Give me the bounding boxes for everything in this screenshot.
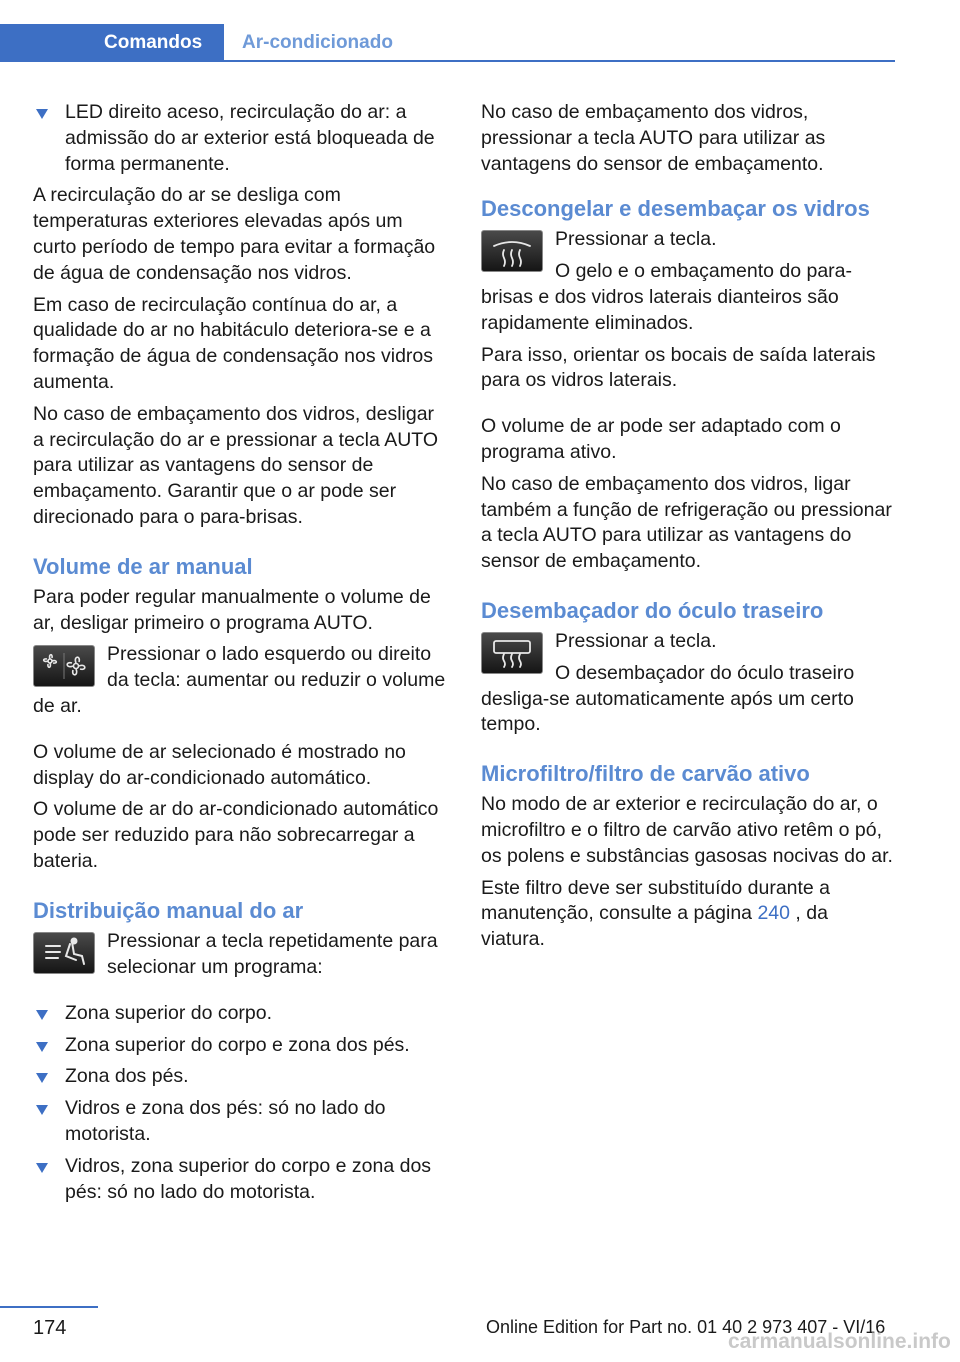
paragraph-text: , da viatura.: [481, 902, 828, 951]
right-column: [481, 100, 893, 959]
heading-distribution: Distribuição manual do ar: [33, 897, 304, 923]
heading-filter: Microfiltro/filtro de carvão ativo: [481, 761, 810, 787]
triangle-bullet-icon: [36, 1163, 48, 1173]
air-distribution-button-icon: [33, 932, 95, 974]
paragraph: [481, 876, 893, 953]
windshield-defrost-button-icon: [481, 230, 543, 272]
header-rule: [0, 60, 895, 62]
paragraph: Para isso, orientar os bocais de saída laterais para os vidros laterais.: [481, 343, 876, 392]
paragraph-text: Este filtro deve ser substituído durante a manutenção, consulte a página: [481, 876, 831, 925]
icon-instruction: [33, 642, 448, 719]
list-item-text: Zona superior do corpo.: [65, 1001, 273, 1024]
paragraph: Em caso de recirculação contínua do ar, a qualidade do ar no habitáculo deteriora-se e a formação de água de condensação nos vidros aumenta.: [33, 293, 434, 393]
list-item-text: Vidros e zona dos pés: só no lado do motorista.: [65, 1097, 386, 1145]
list-item: [33, 1154, 448, 1206]
paragraph: No caso de embaçamento dos vidros, ligar também a função de refrigeração ou pressionar a tecla AUTO para utilizar as vantagens do sensor de embaçamento.: [481, 472, 892, 573]
icon-instruction: [33, 929, 448, 981]
page-number: 174: [33, 1317, 67, 1339]
paragraph: A recirculação do ar se desliga com temperaturas exteriores elevadas após um curto período de tempo para evitar a formação de água de condensação nos vidros.: [33, 184, 436, 284]
watermark: carmanualsonline.info: [728, 1330, 951, 1353]
heading-defrost: Descongelar e desembaçar os vidros: [481, 196, 870, 222]
triangle-bullet-icon: [36, 1010, 48, 1020]
list-item: [33, 1096, 448, 1148]
footer-rule: [0, 1306, 98, 1308]
triangle-bullet-icon: [36, 109, 48, 119]
chapter-tab[interactable]: Comandos: [0, 24, 224, 62]
heading-rear-defroster: Desembaçador do óculo traseiro: [481, 597, 824, 623]
icon-instruction-line: Pressionar a tecla.: [555, 228, 717, 251]
list-item: [33, 1001, 448, 1027]
list-item-text: Zona superior do corpo e zona dos pés.: [65, 1033, 410, 1056]
icon-instruction-text: O gelo e o embaçamento do para-brisas e dos vidros laterais dianteiros são rapidamente eliminados.: [481, 260, 853, 334]
icon-instruction-text: Pressionar a tecla repetidamente para selecionar um programa:: [107, 929, 438, 978]
list-item-text: LED direito aceso, recirculação do ar: a admissão do ar exterior está bloqueada de forma permanente.: [65, 101, 435, 175]
section-tab[interactable]: Ar-condicionado: [242, 32, 393, 53]
page-header: [0, 0, 960, 64]
icon-instruction: [481, 227, 893, 336]
list-item: [33, 1064, 448, 1090]
triangle-bullet-icon: [36, 1042, 48, 1052]
left-column: [33, 100, 448, 1211]
paragraph: No caso de embaçamento dos vidros, pressionar a tecla AUTO para utilizar as vantagens do sensor de embaçamento.: [481, 101, 826, 175]
fan-volume-button-icon: [33, 645, 95, 687]
triangle-bullet-icon: [36, 1105, 48, 1115]
icon-instruction: [481, 629, 893, 738]
paragraph: O volume de ar do ar-condicionado automático pode ser reduzido para não sobrecarregar a bateria.: [33, 798, 439, 872]
icon-instruction-text: Pressionar o lado esquerdo ou direito da tecla: aumentar ou reduzir o volume de ar.: [33, 643, 446, 717]
list-item: [33, 100, 448, 177]
triangle-bullet-icon: [36, 1073, 48, 1083]
rear-window-defrost-button-icon: [481, 632, 543, 674]
paragraph: No modo de ar exterior e recirculação do ar, o microfiltro e o filtro de carvão ativo retêm o pó, os polens e substâncias gasosas nocivas do ar.: [481, 793, 893, 867]
list-item-text: Vidros, zona superior do corpo e zona dos pés: só no lado do motorista.: [65, 1154, 432, 1203]
heading-volume: Volume de ar manual: [33, 553, 253, 579]
paragraph: O volume de ar pode ser adaptado com o programa ativo.: [481, 415, 841, 463]
page-reference-link[interactable]: 240: [757, 902, 790, 925]
icon-instruction-line: Pressionar a tecla.: [555, 629, 717, 652]
list-item-text: Zona dos pés.: [65, 1065, 189, 1088]
list-item: [33, 1033, 448, 1059]
paragraph: O volume de ar selecionado é mostrado no display do ar-condicionado automático.: [33, 740, 406, 789]
edition-note: Online Edition for Part no. 01 40 2 973 407 - VI/16: [486, 1317, 886, 1337]
paragraph: Para poder regular manualmente o volume de ar, desligar primeiro o programa AUTO.: [33, 585, 431, 634]
paragraph: No caso de embaçamento dos vidros, desligar a recirculação do ar e pressionar a tecla AUTO para utilizar as vantagens do sensor de embaçamento. Garantir que o ar pode ser direcionado para o para-brisas.: [33, 402, 439, 528]
icon-instruction-text: O desembaçador do óculo traseiro desliga-se automaticamente após um certo tempo.: [481, 661, 855, 736]
